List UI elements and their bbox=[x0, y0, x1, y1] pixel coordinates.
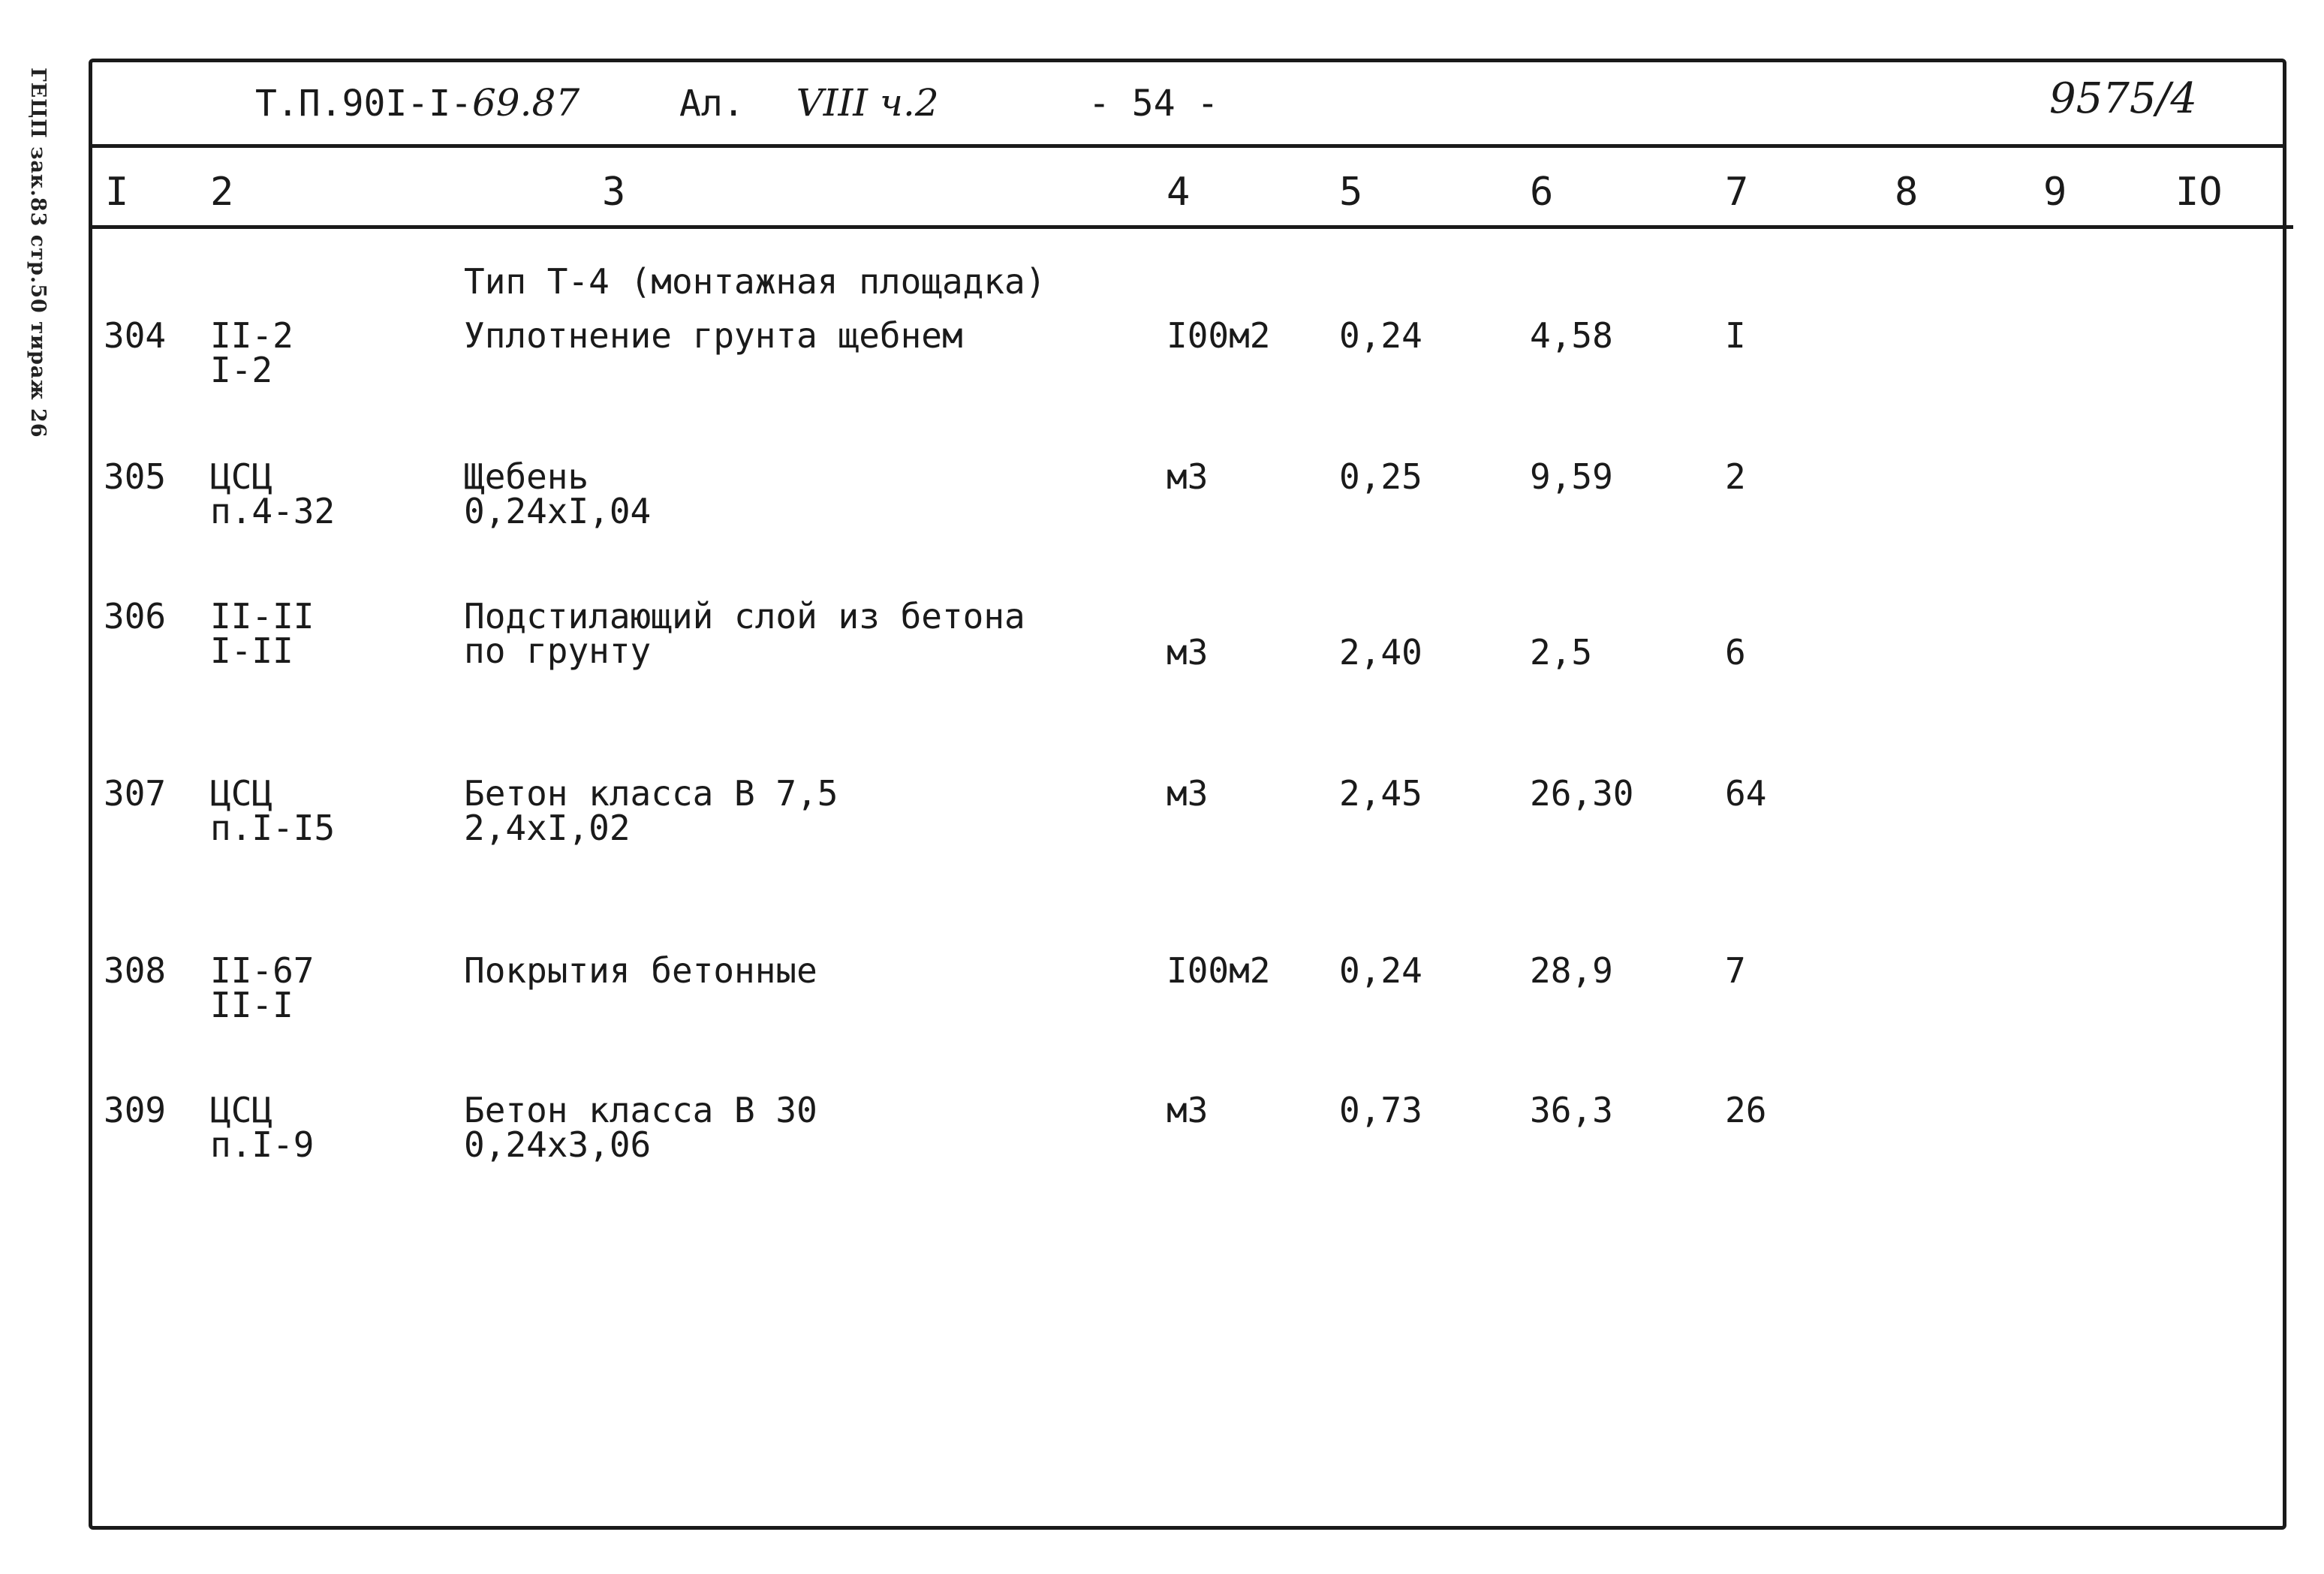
row-number: 308 bbox=[104, 950, 167, 991]
row-price: 9,59 bbox=[1530, 456, 1613, 497]
row-unit: м3 bbox=[1167, 1090, 1209, 1130]
document-code-prefix: Т.П.90I-I- bbox=[255, 83, 472, 125]
row-unit: I00м2 bbox=[1167, 315, 1271, 356]
album-handwritten: VIII ч.2 bbox=[796, 81, 939, 125]
row-quantity: 2,40 bbox=[1339, 632, 1422, 673]
row-description-line2: 2,4xI,02 bbox=[464, 808, 631, 848]
column-number-8: 8 bbox=[1895, 170, 1919, 215]
column-number-1: I bbox=[105, 170, 129, 215]
row-code-line2: I-2 bbox=[210, 350, 273, 390]
row-total: 64 bbox=[1725, 773, 1767, 814]
row-quantity: 0,24 bbox=[1339, 950, 1422, 991]
column-number-7: 7 bbox=[1725, 170, 1749, 215]
row-code-line1: ЦСЦ bbox=[210, 773, 273, 814]
row-code bbox=[210, 950, 315, 1025]
margin-stamp bbox=[11, 68, 56, 488]
row-code bbox=[210, 773, 336, 848]
row-code-line2: I-II bbox=[210, 631, 294, 671]
row-code-line2: п.4-32 bbox=[210, 491, 336, 531]
row-number: 309 bbox=[104, 1090, 167, 1130]
row-description-line2: по грунту bbox=[464, 631, 652, 671]
row-description-line1: Бетон класса В 7,5 bbox=[464, 773, 838, 814]
row-code-line1: II-67 bbox=[210, 950, 315, 991]
section-title: Тип Т-4 (монтажная площадка) bbox=[464, 261, 1046, 302]
row-price: 28,9 bbox=[1530, 950, 1613, 991]
row-number: 306 bbox=[104, 596, 167, 637]
margin-stamp-text: ГЕЦП зак.83 стр.50 тираж 26 bbox=[26, 68, 50, 438]
row-number: 305 bbox=[104, 456, 167, 497]
row-code-line2: п.I-I5 bbox=[210, 808, 336, 848]
row-total: 6 bbox=[1725, 632, 1746, 673]
header-divider bbox=[92, 144, 2284, 148]
column-number-3: 3 bbox=[602, 170, 626, 215]
row-description-line2: 0,24x3,06 bbox=[464, 1124, 652, 1165]
row-price: 4,58 bbox=[1530, 315, 1613, 356]
row-total: I bbox=[1725, 315, 1746, 356]
row-code-line1: II-2 bbox=[210, 315, 294, 356]
row-description bbox=[464, 596, 1025, 671]
column-number-5: 5 bbox=[1339, 170, 1363, 215]
row-price: 2,5 bbox=[1530, 632, 1593, 673]
row-code bbox=[210, 456, 336, 531]
document-code-handwritten: 69.87 bbox=[471, 81, 580, 125]
row-code-line2: п.I-9 bbox=[210, 1124, 315, 1165]
row-unit: м3 bbox=[1167, 773, 1209, 814]
row-description bbox=[464, 315, 963, 356]
row-description bbox=[464, 950, 817, 991]
document-code bbox=[255, 81, 580, 125]
row-total: 26 bbox=[1725, 1090, 1767, 1130]
row-description-line1: Подстилающий слой из бетона bbox=[464, 596, 1025, 637]
row-description-line1: Бетон класса В 30 bbox=[464, 1090, 817, 1130]
row-unit: м3 bbox=[1167, 456, 1209, 497]
row-quantity: 0,24 bbox=[1339, 315, 1422, 356]
row-code-line1: II-II bbox=[210, 596, 315, 637]
row-quantity: 0,25 bbox=[1339, 456, 1422, 497]
inventory-number: 9575/4 bbox=[2049, 74, 2198, 123]
column-number-10: IO bbox=[2175, 170, 2223, 215]
row-unit: м3 bbox=[1167, 632, 1209, 673]
row-price: 26,30 bbox=[1530, 773, 1634, 814]
column-number-4: 4 bbox=[1167, 170, 1191, 215]
row-code-line2: II-I bbox=[210, 985, 294, 1025]
row-code-line1: ЦСЦ bbox=[210, 1090, 273, 1130]
row-description bbox=[464, 456, 652, 531]
album-reference bbox=[679, 81, 939, 125]
column-number-2: 2 bbox=[210, 170, 234, 215]
row-quantity: 2,45 bbox=[1339, 773, 1422, 814]
row-number: 304 bbox=[104, 315, 167, 356]
row-description-line1: Щебень bbox=[464, 456, 589, 497]
row-quantity: 0,73 bbox=[1339, 1090, 1422, 1130]
row-code-line1: ЦСЦ bbox=[210, 456, 273, 497]
row-code bbox=[210, 596, 315, 671]
row-total: 2 bbox=[1725, 456, 1746, 497]
row-description bbox=[464, 1090, 817, 1165]
album-label: Ал. bbox=[679, 83, 745, 125]
row-number: 307 bbox=[104, 773, 167, 814]
row-code bbox=[210, 1090, 315, 1165]
row-description bbox=[464, 773, 838, 848]
column-number-9: 9 bbox=[2043, 170, 2067, 215]
row-code bbox=[210, 315, 294, 390]
row-unit: I00м2 bbox=[1167, 950, 1271, 991]
row-description-line1: Покрытия бетонные bbox=[464, 950, 817, 991]
row-description-line1: Уплотнение грунта щебнем bbox=[464, 315, 963, 356]
row-total: 7 bbox=[1725, 950, 1746, 991]
row-description-line2: 0,24xI,04 bbox=[464, 491, 652, 531]
page-number: - 54 - bbox=[1088, 83, 1219, 125]
column-number-6: 6 bbox=[1530, 170, 1554, 215]
column-header-divider bbox=[92, 225, 2293, 229]
row-price: 36,3 bbox=[1530, 1090, 1613, 1130]
